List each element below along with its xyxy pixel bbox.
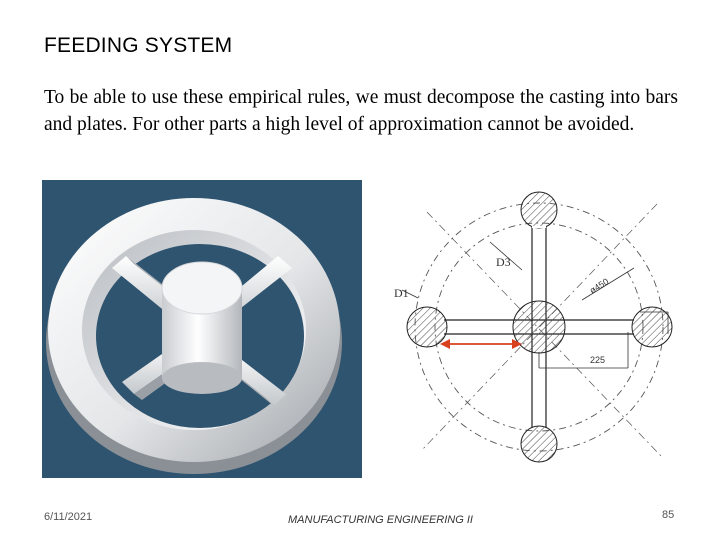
footer-course-title: MANUFACTURING ENGINEERING II [288,514,473,526]
label-d1: D1 [394,286,409,300]
bottom-boss [521,426,557,462]
left-boss [407,307,447,347]
label-diameter-450: ø450 [587,276,611,296]
hub-boss [513,301,565,353]
label-d3: D3 [496,255,511,269]
slide-body-text: To be able to use these empirical rules, we must decompose the casting into bars and plates. For other parts a high level of approximation cannot be avoided. [44,87,678,135]
label-radius-225: 225 [590,355,606,365]
casting-technical-drawing [372,182,682,472]
footer-page-number: 85 [662,509,675,521]
radius-arrow [440,339,522,349]
right-boss [632,307,672,347]
footer-date: 6/11/2021 [44,511,93,523]
casting-photo [42,180,362,478]
top-boss [521,192,557,228]
slide-title: FEEDING SYSTEM [44,34,233,57]
